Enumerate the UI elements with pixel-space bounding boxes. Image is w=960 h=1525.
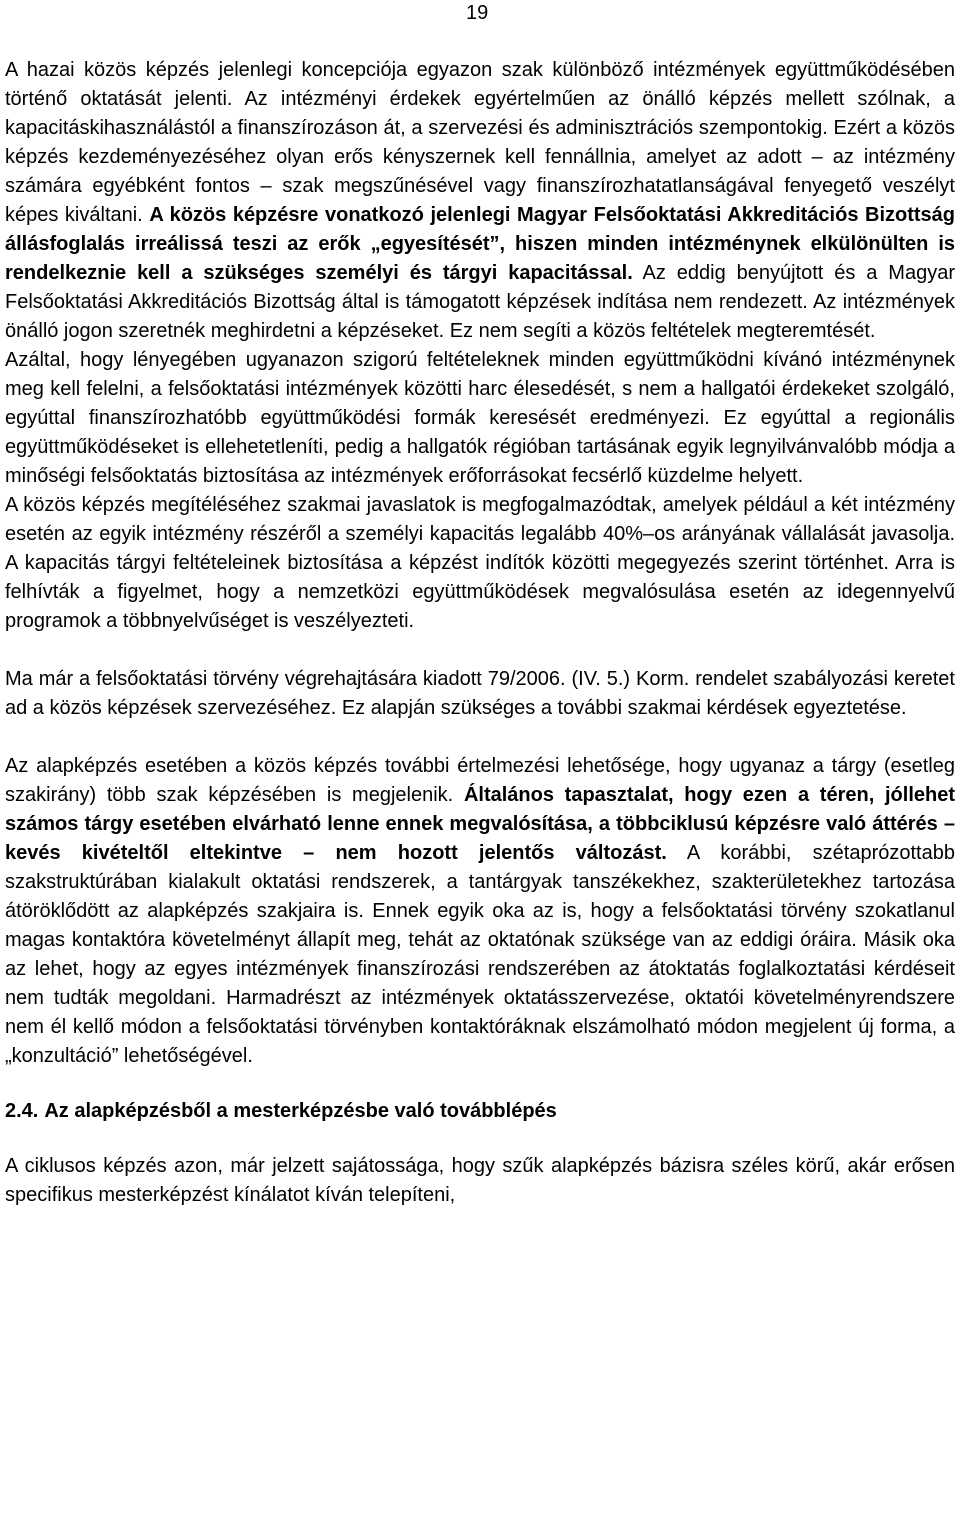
paragraph-1 xyxy=(5,56,955,346)
paragraph-5 xyxy=(5,752,955,1071)
section-heading xyxy=(5,1097,955,1126)
paragraph-5-text-b: A korábbi, szétaprózottabb szakstruktúrában kialakult oktatási rendszerek, a tantárgyak tanszékekhez, szakterületekhez tartozása átöröklődött az alapképzés szakjaira is. Ennek egyik oka az is, hogy a felsőoktatási törvény szokatlanul magas kontaktóra követelményt állapít meg, tehát az oktatónak szüksége van az eddigi óráira. Másik oka az lehet, hogy az egyes intézmények finanszírozási rendszerében az átoktatás foglalkoztatási kérdéseit nem tudták megoldani. Harmadrészt az intézmények oktatásszervezése, oktatói követelményrendszere nem él kellő módon a felsőoktatási törvényben kontaktóráknak elszámolható módon megjelent új forma, a „konzultáció” lehetőségével. xyxy=(5,842,955,1067)
paragraph-4: Ma már a felsőoktatási törvény végrehajtására kiadott 79/2006. (IV. 5.) Korm. rendelet szabályozási keretet ad a közös képzések szervezéséhez. Ez alapján szükséges a további szakmai kérdések egyeztetése. xyxy=(5,668,955,719)
section-title: Az alapképzésből a mesterképzésbe való továbblépés xyxy=(44,1100,557,1122)
paragraph-5-bold: Általános tapasztalat, hogy ezen a téren, jóllehet számos tárgy esetében elvárható lenne ennek megvalósítása, a többciklusú képzésre való áttérés – kevés kivételtől eltekintve – nem hozott jelentős változást. xyxy=(5,784,955,864)
paragraph-6: A ciklusos képzés azon, már jelzett sajátossága, hogy szűk alapképzés bázisra széles körű, akár erősen specifikus mesterképzést kínálatot kíván telepíteni, xyxy=(5,1155,955,1206)
paragraph-2: Azáltal, hogy lényegében ugyanazon szigorú feltételeknek minden együttműködni kívánó intézménynek meg kell felelni, a felsőoktatási intézmények közötti harc élesedését, s nem a hallgatói érdekeket szolgáló, egyúttal finanszírozhatóbb együttműködési formák keresését eredményezi. Ez egyúttal a regionális együttműködéseket is ellehetetleníti, pedig a hallgatók régióban tartásának egyik legnyilvánvalóbb módja a minőségi felsőoktatás biztosítása az intézmények erőforrásokat fecsérlő küzdelme helyett. xyxy=(5,349,955,487)
section-number: 2.4. xyxy=(5,1100,39,1122)
paragraph-1-text-a: A hazai közös képzés jelenlegi koncepciója egyazon szak különböző intézmények együttműködésében történő oktatását jelenti. Az intézményi érdekek egyértelműen az önálló képzés mellett szólnak, a kapacitáskihasználástól a finanszírozáson át, a szervezési és adminisztrációs szempontokig. Ezért a közös képzés kezdeményezéséhez olyan erős kényszernek kell fennállnia, amelyet az adott – az intézmény számára egyébként fontos – szak megszűnésével vagy finanszírozhatatlanságával fenyegető veszélyt képes kiváltani. xyxy=(5,59,955,226)
paragraph-3: A közös képzés megítéléséhez szakmai javaslatok is megfogalmazódtak, amelyek például a két intézmény esetén az egyik intézmény részéről a személyi kapacitás legalább 40%–os arányának vállalását javasolja. A kapacitás tárgyi feltételeinek biztosítása a képzést indítók közötti megegyezés szerint történhet. Arra is felhívták a figyelmet, hogy a nemzetközi együttműködések megvalósulása esetén az idegennyelvű programok a többnyelvűséget is veszélyezteti. xyxy=(5,494,955,632)
page-number: 19 xyxy=(466,2,489,24)
document-body xyxy=(5,56,955,1210)
paragraph-1-bold: A közös képzésre vonatkozó jelenlegi Magyar Felsőoktatási Akkreditációs Bizottság állásfoglalás irreálissá teszi az erők „egyesítését”, hiszen minden intézménynek elkülönülten is rendelkeznie kell a szükséges személyi és tárgyi kapacitással. xyxy=(5,204,956,284)
paragraph-1-text-b: Az eddig benyújtott és a Magyar Felsőoktatási Akkreditációs Bizottság által is támogatott képzések indítása nem rendezett. Az intézmények önálló jogon szeretnék meghirdetni a képzéseket. Ez nem segíti a közös feltételek megteremtését. xyxy=(5,262,955,342)
paragraph-5-text-a: Az alapképzés esetében a közös képzés további értelmezési lehetősége, hogy ugyanaz a tárgy (esetleg szakirány) több szak képzésében is megjelenik. xyxy=(5,755,955,806)
